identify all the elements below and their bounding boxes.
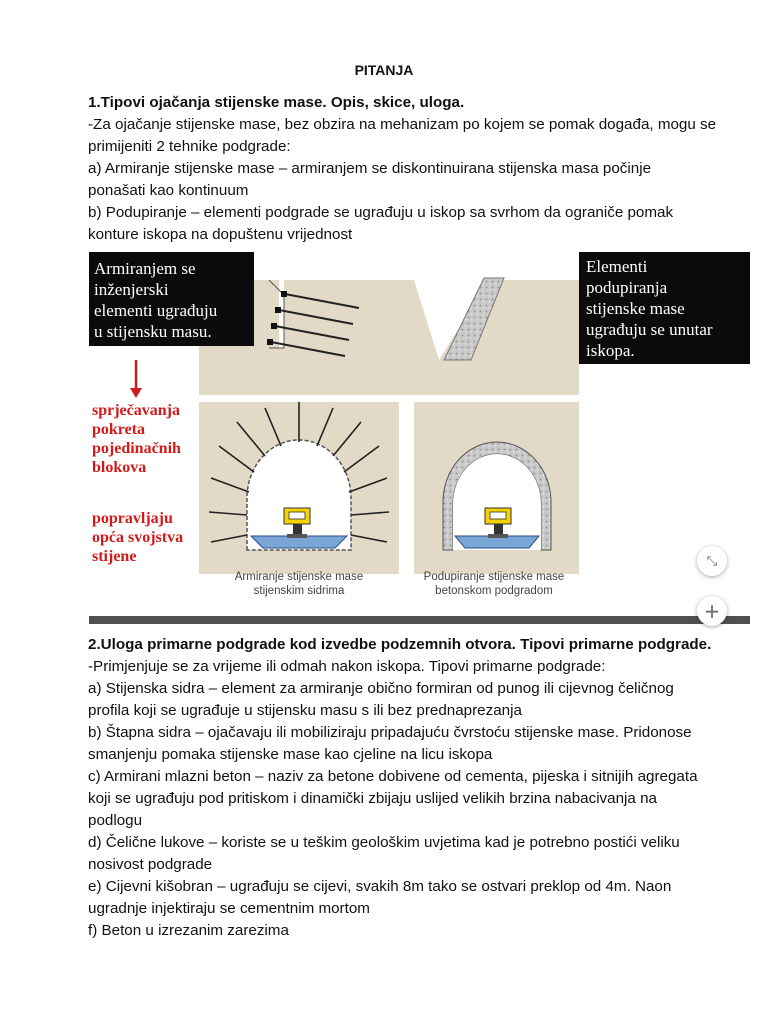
label-left-line: inženjerski <box>94 280 169 299</box>
caption-left-line: stijenskim sidrima <box>253 585 345 597</box>
section-1-line: konture iskopa na dopuštenu vrijednost <box>88 226 353 243</box>
label-left-line: u stijensku masu. <box>94 322 212 341</box>
effect-line: opća svojstva <box>92 529 184 546</box>
section-1-line: -Za ojačanje stijenske mase, bez obzira na mehanizam po kojem se pomak događa, mogu se <box>88 116 717 133</box>
page-title: PITANJA <box>354 62 414 78</box>
caption-right-line: Podupiranje stijenske mase <box>423 571 565 583</box>
section-2-line: koji se ugrađuju pod pritiskom i dinamički zbijaju uslijed velikih brzina nabacivanja na <box>88 790 657 807</box>
collapse-button[interactable] <box>697 546 727 576</box>
label-right-line: ugrađuju se unutar <box>586 320 713 339</box>
label-right-line: stijenske mase <box>586 299 685 318</box>
label-right-line: iskopa. <box>586 341 635 360</box>
effect-line: sprječavanja <box>92 402 180 419</box>
section-2-line: a) Stijenska sidra – element za armiranje obično formiran od punog ili cijevnog čeličnog <box>88 680 674 697</box>
section-2-line: e) Cijevni kišobran – ugrađuju se cijevi, svakih 8m tako se ostvari preklop od 4m. Naon <box>88 878 672 895</box>
arrow-head-icon <box>130 388 142 398</box>
section-1-line: ponašati kao kontinuum <box>88 182 249 199</box>
section-2 <box>88 634 728 942</box>
label-right-line: podupiranja <box>586 278 668 297</box>
figure-bottom-bar <box>89 616 750 624</box>
section-1-line: b) Podupiranje – elementi podgrade se ugrađuju u iskop sa svrhom da ograniče pomak <box>88 204 674 221</box>
anchored-tunnel <box>199 402 399 574</box>
caption-left-line: Armiranje stijenske mase <box>234 571 364 583</box>
figure-illustration <box>89 250 750 625</box>
collapse-icon: ⤡ <box>706 553 718 569</box>
section-2-line: smanjenju pomaka stijenske mase kao cjeline na licu iskopa <box>88 746 493 763</box>
section-2-line: ugradnje injektiraju se cementnim mortom <box>88 900 370 917</box>
section-1-line: primijeniti 2 tehnike podgrade: <box>88 138 291 155</box>
supported-tunnel <box>414 402 579 574</box>
effect-line: stijene <box>92 548 137 565</box>
section-2-line: podlogu <box>88 812 143 829</box>
supported-slope <box>414 278 579 395</box>
label-left-line: Armiranjem se <box>94 259 196 278</box>
effect-line: blokova <box>92 459 147 476</box>
section-2-line: profila koji se ugrađuje u stijensku masu s ili bez prednaprezanja <box>88 702 522 719</box>
effect-line: pojedinačnih <box>92 440 181 457</box>
section-2-line: nosivost podgrade <box>88 856 213 873</box>
section-1-heading: 1.Tipovi ojačanja stijenske mase. Opis, skice, uloga. <box>88 94 465 111</box>
section-2-line: b) Štapna sidra – ojačavaju ili mobiliziraju pripadajuću čvrstoću stijenske mase. Pridonose <box>88 724 692 741</box>
zoom-in-button[interactable] <box>697 596 727 626</box>
caption-right-line: betonskom podgradom <box>435 585 553 597</box>
label-right-line: Elementi <box>586 257 648 276</box>
section-2-line: d) Čelične lukove – koriste se u teškim geološkim uvjetima kad je potrebno postići veliku <box>88 834 680 851</box>
section-2-line: c) Armirani mlazni beton – naziv za betone dobivene od cementa, pijeska i sitnijih agregata <box>88 768 698 785</box>
effect-line: popravljaju <box>92 510 173 527</box>
rock-reinforcement-figure <box>89 250 750 625</box>
section-2-line: -Primjenjuje se za vrijeme ili odmah nakon iskopa. Tipovi primarne podgrade: <box>88 658 606 675</box>
section-2-line: f) Beton u izrezanim zarezima <box>88 922 289 939</box>
section-2-heading: 2.Uloga primarne podgrade kod izvedbe podzemnih otvora. Tipovi primarne podgrade. <box>88 636 712 653</box>
section-1 <box>88 92 728 246</box>
section-1-line: a) Armiranje stijenske mase – armiranjem se diskontinuirana stijenska masa počinje <box>88 160 652 177</box>
effect-line: pokreta <box>92 421 146 438</box>
plus-icon: + <box>703 599 721 623</box>
label-left-line: elementi ugrađuju <box>94 301 218 320</box>
